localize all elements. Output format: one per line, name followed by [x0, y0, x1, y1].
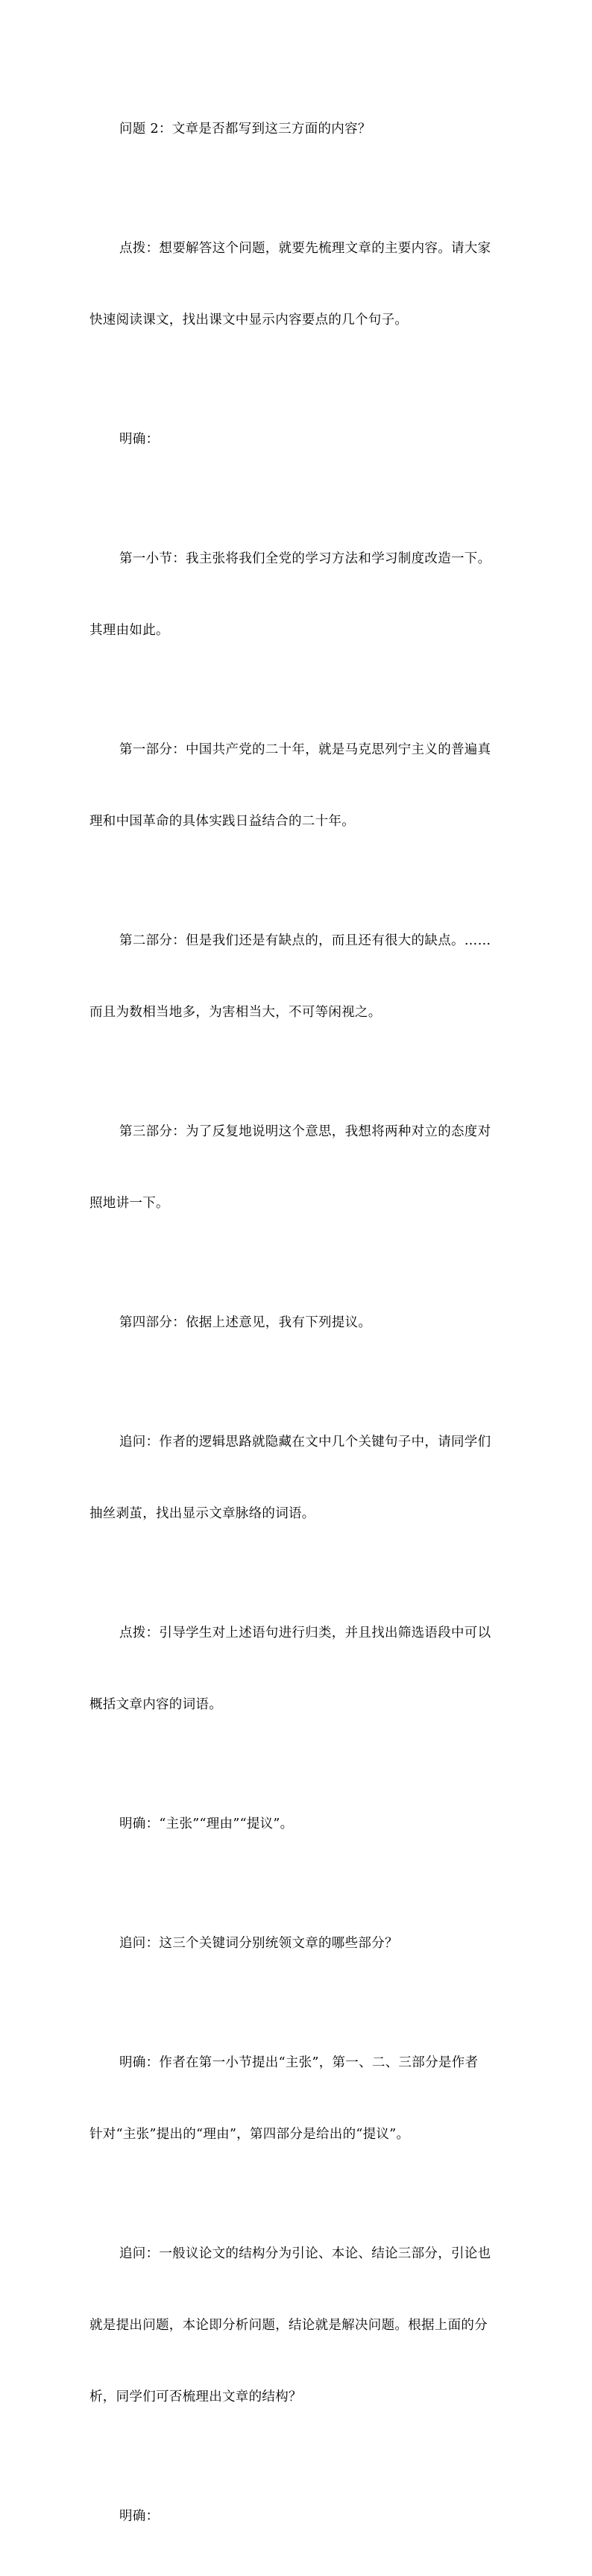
- text-line: 概括文章内容的词语。: [89, 1697, 222, 1712]
- paragraph-part-four: [89, 1263, 507, 1382]
- text-line: 第二部分：但是我们还是有缺点的，而且还有很大的缺点。……: [119, 933, 491, 948]
- paragraph-hint-2: [89, 1573, 507, 1764]
- paragraph-part-one: [89, 690, 507, 881]
- text-line: 针对“主张”提出的“理由”，第四部分是给出的“提议”。: [89, 2127, 410, 2142]
- text-line: 第一小节：我主张将我们全党的学习方法和学习制度改造一下。: [119, 551, 491, 566]
- document-page: [89, 69, 507, 2576]
- paragraph-answer-keywords: [89, 1764, 507, 1884]
- paragraph-answer-label-2: [89, 2457, 507, 2576]
- text-line: 追问：一般议论文的结构分为引论、本论、结论三部分，引论也: [119, 2246, 491, 2261]
- text-line: 快速阅读课文，找出课文中显示内容要点的几个句子。: [89, 313, 409, 328]
- text-line: 第四部分：依据上述意见，我有下列提议。: [119, 1315, 372, 1330]
- text-line: 点拨：引导学生对上述语句进行归类，并且找出筛选语段中可以: [119, 1626, 491, 1640]
- text-line: 其理由如此。: [89, 623, 169, 638]
- text-line: 明确：作者在第一小节提出“主张”，第一、二、三部分是作者: [119, 2055, 479, 2070]
- text-line: 问题 2：文章是否都写到这三方面的内容？: [119, 122, 371, 137]
- text-line: 理和中国革命的具体实践日益结合的二十年。: [89, 814, 355, 829]
- text-line: 抽丝剥茧，找出显示文章脉络的词语。: [89, 1506, 315, 1521]
- text-line: 就是提出问题，本论即分析问题，结论就是解决问题。根据上面的分: [89, 2318, 488, 2333]
- paragraph-part-two: [89, 881, 507, 1072]
- paragraph-part-three: [89, 1072, 507, 1263]
- paragraph-section-first: [89, 499, 507, 690]
- text-line: 明确：: [119, 432, 160, 447]
- text-line: 点拨：想要解答这个问题，就要先梳理文章的主要内容。请大家: [119, 241, 491, 256]
- text-line: 明确：: [119, 2509, 160, 2524]
- paragraph-follow-up-2: [89, 1884, 507, 2003]
- text-line: 析，同学们可否梳理出文章的结构？: [89, 2389, 302, 2404]
- paragraph-answer-label-1: [89, 380, 507, 499]
- text-line: 明确：“主张”“理由”“提议”。: [119, 1817, 294, 1831]
- text-line: 追问：作者的逻辑思路就隐藏在文中几个关键句子中，请同学们: [119, 1435, 491, 1450]
- text-line: 照地讲一下。: [89, 1196, 169, 1211]
- text-line: 第三部分：为了反复地说明这个意思，我想将两种对立的态度对: [119, 1124, 491, 1139]
- paragraph-answer-structure: [89, 2003, 507, 2194]
- text-line: 第一部分：中国共产党的二十年，就是马克思列宁主义的普遍真: [119, 742, 491, 757]
- paragraph-hint-1: [89, 189, 507, 380]
- text-line: 而且为数相当地多，为害相当大，不可等闲视之。: [89, 1005, 382, 1020]
- paragraph-follow-up-3: [89, 2194, 507, 2457]
- paragraph-follow-up-1: [89, 1382, 507, 1573]
- text-line: 追问：这三个关键词分别统领文章的哪些部分？: [119, 1936, 398, 1951]
- paragraph-question-2: [89, 69, 507, 189]
